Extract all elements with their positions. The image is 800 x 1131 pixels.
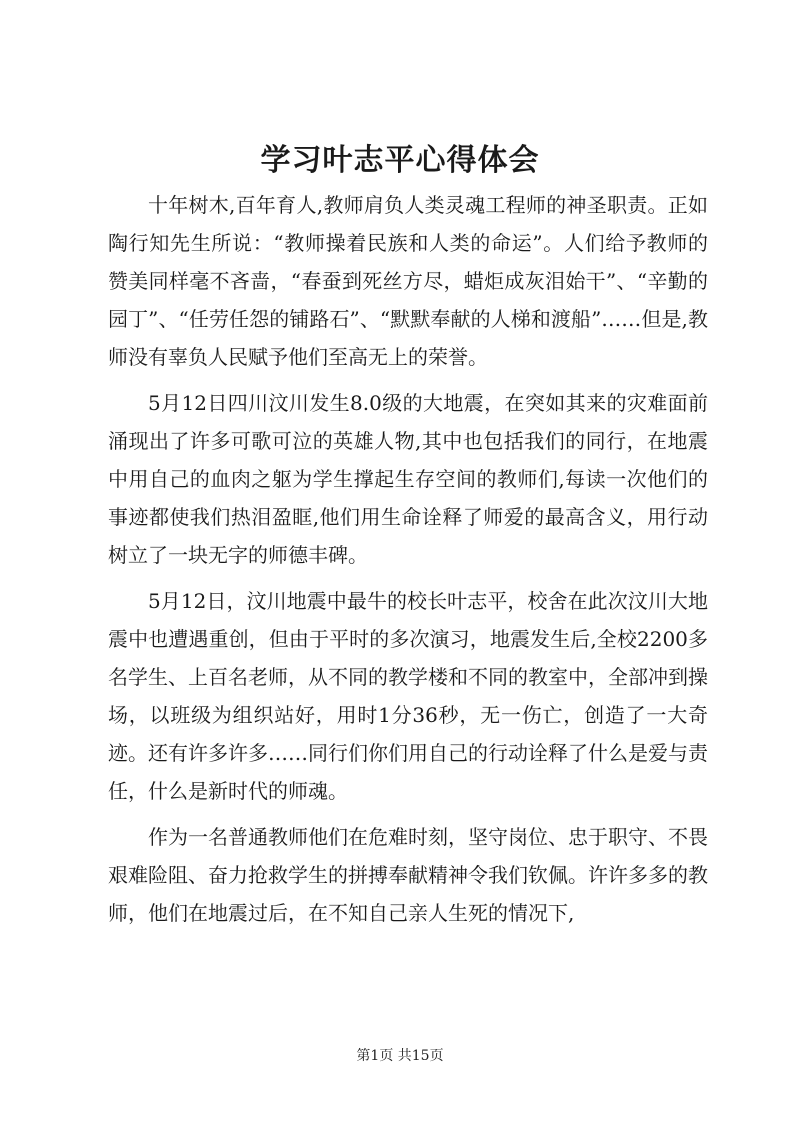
paragraph-2: 5月12日四川汶川发生8.0级的大地震，在突如其来的灾难面前涌现出了许多可歌可泣的英雄人物,其中也包括我们的同行，在地震中用自己的血肉之躯为学生撑起生存空间的教师们,每读一次他们的事迹都使我们热泪盈眶,他们用生命诠释了师爱的最高含义，用行动树立了一块无字的师德丰碑。: [108, 391, 708, 567]
page-footer: 第1页 共15页: [356, 1048, 444, 1064]
paragraph-3: 5月12日，汶川地震中最牛的校长叶志平，校舍在此次汶川大地震中也遭遇重创，但由于平时的多次演习，地震发生后,全校2200多名学生、上百名老师，从不同的教学楼和不同的教室中，全部冲到操场，以班级为组织站好，用时1分36秒，无一伤亡，创造了一大奇迹。还有许多许多……同行们你们用自己的行动诠释了什么是爱与责任，什么是新时代的师魂。: [108, 589, 708, 803]
paragraph-4: 作为一名普通教师他们在危难时刻，坚守岗位、忠于职守、不畏艰难险阻、奋力抢救学生的拼搏奉献精神令我们钦佩。许许多多的教师，他们在地震过后，在不知自己亲人生死的情况下,: [108, 825, 708, 925]
document-body: [108, 186, 708, 940]
paragraph-1: 十年树木,百年育人,教师肩负人类灵魂工程师的神圣职责。正如陶行知先生所说：“教师操着民族和人类的命运”。人们给予教师的赞美同样毫不吝啬，“春蚕到死丝方尽，蜡炬成灰泪始干”、“辛勤的园丁”、“任劳任怨的铺路石”、“默默奉献的人梯和渡船”……但是,教师没有辜负人民赋予他们至高无上的荣誉。: [108, 193, 708, 369]
document-title: 学习叶志平心得体会: [260, 143, 540, 178]
